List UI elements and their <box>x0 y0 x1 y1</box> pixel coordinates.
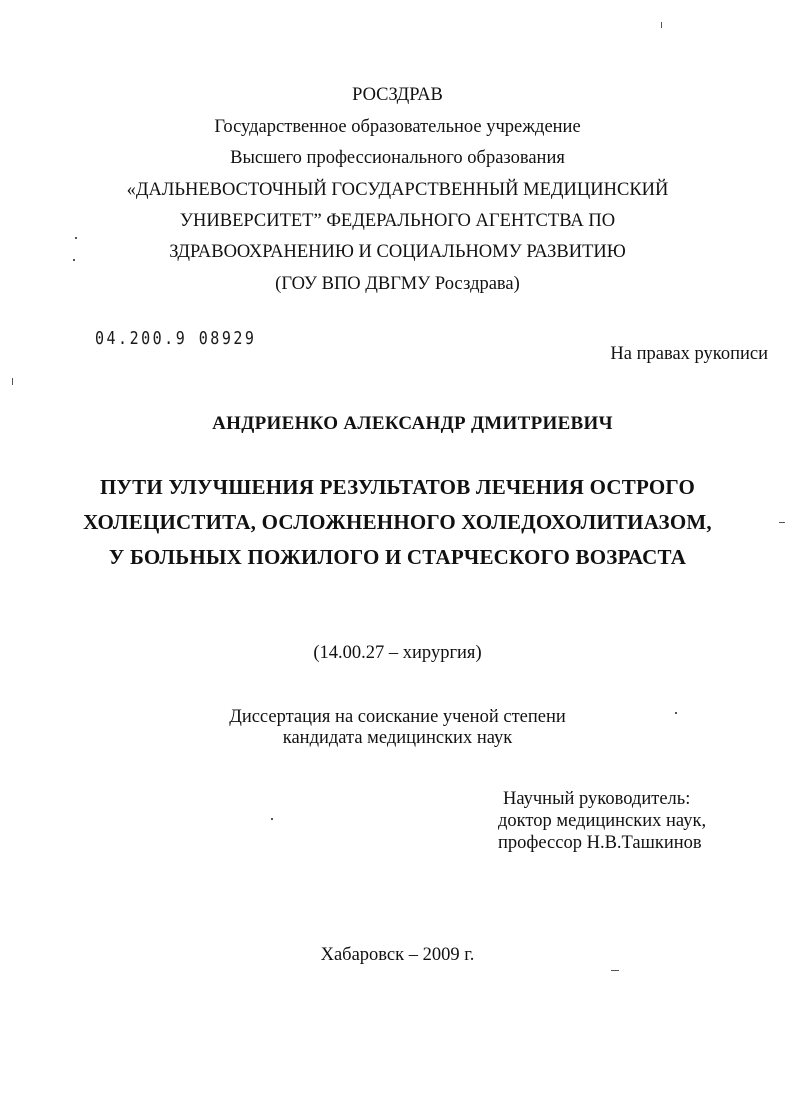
scan-speck <box>675 712 677 714</box>
supervisor-label: Научный руководитель: <box>503 789 691 809</box>
institution-type: Государственное образовательное учреждение <box>214 117 581 137</box>
title-line-3: У БОЛЬНЫХ ПОЖИЛОГО И СТАРЧЕСКОГО ВОЗРАСТА <box>108 545 687 569</box>
scan-speck <box>12 378 13 385</box>
university-name-line-2: УНИВЕРСИТЕТ” ФЕДЕРАЛЬНОГО АГЕНТСТВА ПО <box>179 211 616 231</box>
university-name-line-1: «ДАЛЬНЕВОСТОЧНЫЙ ГОСУДАРСТВЕННЫЙ МЕДИЦИНСКИЙ <box>126 180 669 200</box>
scan-speck <box>661 22 662 28</box>
ministry-name: РОСЗДРАВ <box>352 85 443 105</box>
title-line-1: ПУТИ УЛУЧШЕНИЯ РЕЗУЛЬТАТОВ ЛЕЧЕНИЯ ОСТРОГО <box>100 475 695 499</box>
degree-line-2: кандидата медицинских наук <box>282 728 513 748</box>
scan-speck <box>75 237 77 239</box>
supervisor-degree: доктор медицинских наук, <box>498 811 707 831</box>
scan-speck <box>779 522 785 523</box>
supervisor-name: профессор Н.В.Ташкинов <box>498 833 702 853</box>
university-abbreviation: (ГОУ ВПО ДВГМУ Росздрава) <box>275 274 520 294</box>
author-name: АНДРИЕНКО АЛЕКСАНДР ДМИТРИЕВИЧ <box>212 413 613 434</box>
education-level: Высшего профессионального образования <box>230 148 565 168</box>
scan-speck <box>73 259 75 261</box>
registration-stamp: 04.200.9 08929 <box>95 327 257 349</box>
degree-line-1: Диссертация на соискание ученой степени <box>229 707 566 727</box>
title-line-2: ХОЛЕЦИСТИТА, ОСЛОЖНЕННОГО ХОЛЕДОХОЛИТИАЗОМ, <box>83 510 712 534</box>
city-year: Хабаровск – 2009 г. <box>320 945 475 965</box>
manuscript-rights-note: На правах рукописи <box>610 344 768 364</box>
university-name-line-3: ЗДРАВООХРАНЕНИЮ И СОЦИАЛЬНОМУ РАЗВИТИЮ <box>169 242 626 262</box>
scan-speck <box>271 818 273 820</box>
scan-speck <box>611 970 619 971</box>
specialty-code: (14.00.27 – хирургия) <box>313 643 482 663</box>
